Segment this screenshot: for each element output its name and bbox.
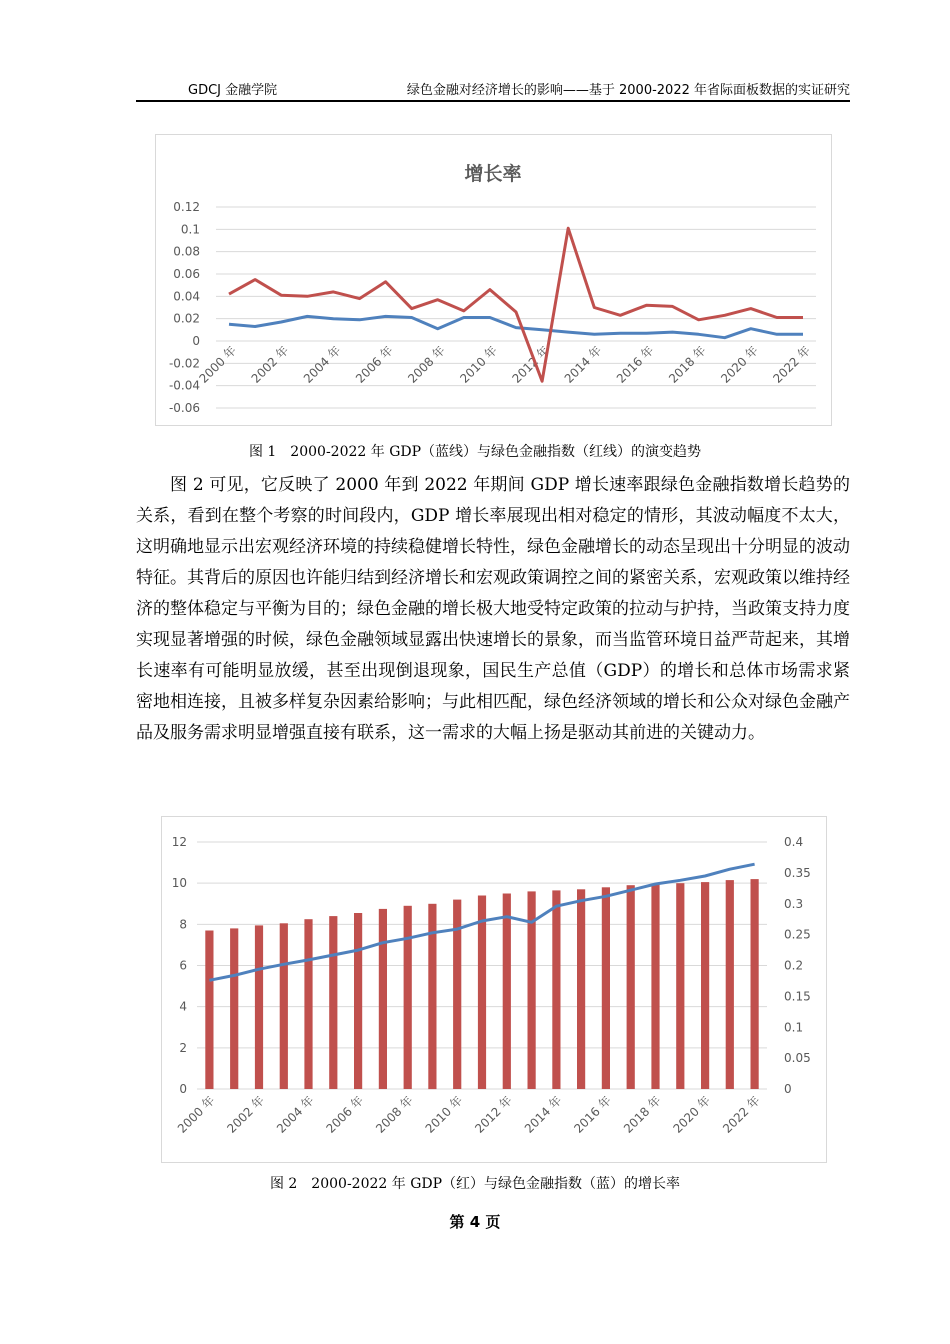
chart-2-right-tick: 0 <box>784 1082 792 1096</box>
chart-1-y-tick: 0.08 <box>173 244 200 259</box>
chart-2-x-tick: 2006 年 <box>323 1093 367 1136</box>
gdp-bar <box>602 887 610 1089</box>
chart-1 <box>155 134 832 426</box>
chart-1-x-tick: 2022 年 <box>770 343 814 386</box>
gdp-bar <box>676 883 684 1089</box>
chart-1-y-tick: 0.06 <box>173 267 200 281</box>
gdp-bar <box>280 923 288 1089</box>
chart-1-x-tick: 2000 年 <box>196 343 240 386</box>
chart-1-y-tick: 0.02 <box>173 311 200 326</box>
chart-1-x-tick: 2002 年 <box>248 343 292 386</box>
chart-1-x-tick: 2012 年 <box>509 343 553 386</box>
chart-1-x-tick: 2018 年 <box>666 343 709 386</box>
gdp-bar <box>577 889 585 1089</box>
chart-2 <box>161 816 827 1163</box>
figure-2-caption: 图 2 2000-2022 年 GDP（红）与绿色金融指数（蓝）的增长率 <box>269 1176 681 1192</box>
header-right: 绿色金融对经济增长的影响——基于 2000-2022 年省际面板数据的实证研究 <box>406 83 850 98</box>
chart-2-x-tick: 2016 年 <box>571 1093 615 1136</box>
chart-1-x-tick: 2014 年 <box>561 343 605 386</box>
chart-2-right-tick: 0.3 <box>784 896 804 911</box>
gdp-bar <box>478 896 486 1090</box>
chart-1-y-tick: 0 <box>192 334 200 348</box>
page-number: 第 4 页 <box>449 1213 501 1231</box>
chart-1-y-tick: -0.02 <box>168 356 200 371</box>
gdp-bar <box>552 890 560 1089</box>
gdp-bar <box>404 906 412 1089</box>
gdp-bar <box>255 925 263 1089</box>
gdp-bar <box>205 931 213 1090</box>
gdp-bar <box>329 916 337 1089</box>
chart-2-right-tick: 0.35 <box>784 865 811 880</box>
chart-2-x-tick: 2004 年 <box>273 1093 317 1136</box>
chart-1-y-tick: -0.06 <box>168 401 200 415</box>
gdp-bar <box>627 885 635 1089</box>
chart-1-y-tick: 0.1 <box>180 222 200 237</box>
chart-2-x-tick: 2018 年 <box>620 1093 664 1136</box>
chart-2-x-tick: 2022 年 <box>720 1093 763 1136</box>
gdp-bar <box>751 879 759 1089</box>
chart-1-x-tick: 2016 年 <box>613 343 657 386</box>
chart-2-left-tick: 2 <box>179 1040 187 1055</box>
gdp-bar <box>354 913 362 1089</box>
chart-1-x-tick: 2010 年 <box>457 343 501 386</box>
chart-1-y-tick: 0.04 <box>173 289 200 304</box>
chart-1-x-tick: 2020 年 <box>718 343 761 386</box>
chart-2-right-tick: 0.05 <box>784 1051 811 1066</box>
gdp-bar <box>503 894 511 1090</box>
chart-2-left-tick: 10 <box>171 876 187 891</box>
chart-2-x-tick: 2012 年 <box>472 1093 515 1136</box>
chart-2-right-tick: 0.25 <box>784 927 811 942</box>
chart-2-x-tick: 2000 年 <box>174 1093 218 1136</box>
chart-2-x-tick: 2002 年 <box>224 1093 268 1136</box>
chart-2-left-tick: 0 <box>179 1082 187 1096</box>
paragraph-text: 图 2 可见，它反映了 2000 年到 2022 年期间 GDP 增长速率跟绿色金融指数增长趋势的关系，看到在整个考察的时间段内，GDP 增长率展现出相对稳定的情形，其波动幅度不太大，这明确地显示出宏观经济环境的持续稳健增长特性，绿色金融增长的动态呈现出十分明显的波动特征。其背后的原因也许能归结到经济增长和宏观政策调控之间的紧密关系，宏观政策以维持经济的整体稳定与平衡为目的；绿色金融的增长极大地受特定政策的拉动与护持，当政策支持力度实现显著增强的时候，绿色金融领域显露出快速增长的景象，而当监管环境日益严苛起来，其增长速率有可能明显放缓，甚至出现倒退现象，国民生产总值（GDP）的增长和总体市场需求紧密地相连接，且被多样复杂因素给影响；与此相匹配，绿色经济领域的增长和公众对绿色金融产品及服务需求明显增强直接有联系，这一需求的大幅上扬是驱动其前进的关键动力。 <box>136 475 850 743</box>
chart-2-x-tick: 2014 年 <box>521 1093 565 1136</box>
chart-2-left-tick: 4 <box>179 999 187 1014</box>
gdp-line <box>229 316 803 337</box>
chart-2-left-tick: 6 <box>179 958 187 973</box>
figure-1-caption: 图 1 2000-2022 年 GDP（蓝线）与绿色金融指数（红线）的演变趋势 <box>248 444 702 460</box>
green-finance-line <box>229 228 803 381</box>
chart-1-y-tick: -0.04 <box>168 378 200 393</box>
chart-1-y-tick: 0.12 <box>173 200 200 214</box>
chart-2-right-tick: 0.4 <box>784 835 804 849</box>
chart-1-x-tick: 2004 年 <box>300 343 344 386</box>
chart-2-right-tick: 0.15 <box>784 989 811 1004</box>
chart-2-x-tick: 2020 年 <box>670 1093 714 1136</box>
chart-1-x-tick: 2008 年 <box>405 343 448 386</box>
body-paragraph <box>136 470 850 749</box>
header-left: GDCJ 金融学院 <box>188 83 278 98</box>
chart-1-title: 增长率 <box>464 163 522 185</box>
chart-2-left-tick: 12 <box>171 835 187 849</box>
gdp-bar <box>304 919 312 1089</box>
chart-2-right-tick: 0.1 <box>784 1020 804 1035</box>
gdp-bar <box>726 880 734 1089</box>
chart-2-left-tick: 8 <box>179 917 187 932</box>
chart-1-svg <box>156 135 831 425</box>
chart-2-x-tick: 2010 年 <box>422 1093 466 1136</box>
chart-2-x-tick: 2008 年 <box>373 1093 416 1136</box>
gdp-bar <box>701 882 709 1089</box>
page-header <box>136 76 850 102</box>
gdp-bar <box>379 909 387 1089</box>
chart-1-x-tick: 2006 年 <box>353 343 396 386</box>
chart-2-svg <box>162 817 826 1162</box>
chart-2-right-tick: 0.2 <box>784 958 804 973</box>
gdp-bar <box>230 928 238 1089</box>
gdp-bar <box>651 884 659 1089</box>
